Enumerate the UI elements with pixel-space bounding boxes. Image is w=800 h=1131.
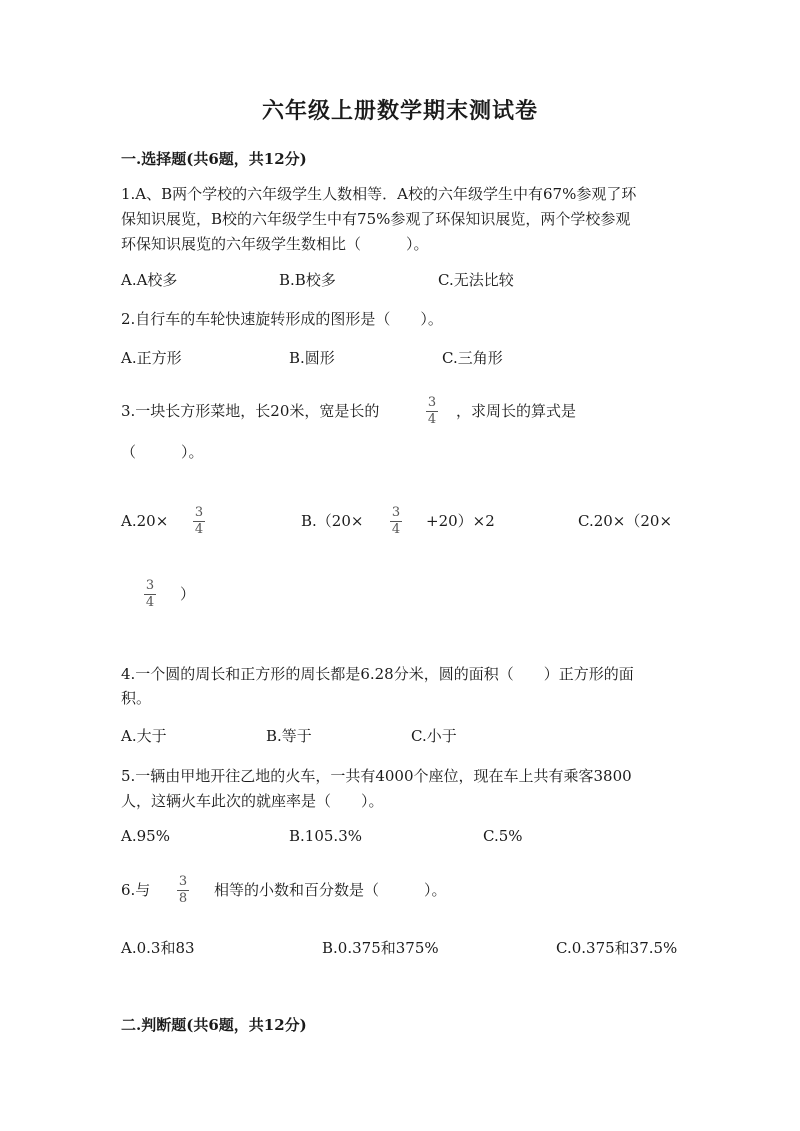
q6-text-post: 相等的小数和百分数是（ ）。 [214,881,447,899]
q6-option-a[interactable]: A.0.3和83 [121,939,195,957]
q3-text-post: ，求周长的算式是 [456,402,577,420]
section-1-heading: 一.选择题(共6题，共12分) [121,150,307,168]
q4-text-line-2: 积。 [121,689,152,707]
q6-fraction [176,875,190,906]
q3-option-a[interactable]: A.20× [121,512,169,530]
q2-text: 2.自行车的车轮快速旋转形成的图形是（ ）。 [121,310,443,328]
fraction-denominator: 4 [391,522,401,537]
q1-option-b[interactable]: B.B校多 [279,271,336,289]
q6-text-pre: 6.与 [121,881,151,899]
q3-option-b-pre[interactable]: B.（20× [301,512,364,530]
q3-option-c-close: ） [180,585,196,603]
q5-option-a[interactable]: A.95% [121,827,170,845]
q5-text-line-1: 5.一辆由甲地开往乙地的火车，一共有4000个座位，现在车上共有乘客3800 [121,767,632,785]
q3-text-line-2: （ ）。 [121,443,204,461]
q4-option-b[interactable]: B.等于 [266,727,312,745]
q3-option-a-fraction [192,506,206,537]
q6-fraction-numerator: 3 [178,874,188,889]
q2-option-b[interactable]: B.圆形 [289,349,335,367]
q6-option-b[interactable]: B.0.375和375% [322,939,439,957]
q1-text-line-1: 1.A、B两个学校的六年级学生人数相等．A校的六年级学生中有67%参观了环 [121,185,637,203]
q5-text-line-2: 人，这辆火车此次的就座率是（ ）。 [121,792,384,810]
fraction-denominator: 4 [194,522,204,537]
fraction-numerator: 3 [145,578,155,593]
q6-fraction-denominator: 8 [178,891,188,906]
q4-option-c[interactable]: C.小于 [411,727,457,745]
q3-text-pre: 3.一块长方形菜地，长20米，宽是长的 [121,402,380,420]
q3-option-b-fraction [389,506,403,537]
q1-text-line-2: 保知识展览，B校的六年级学生中有75%参观了环保知识展览，两个学校参观 [121,210,631,228]
q2-option-c[interactable]: C.三角形 [442,349,503,367]
fraction-denominator: 4 [145,595,155,610]
q6-option-c[interactable]: C.0.375和37.5% [556,939,678,957]
q5-option-b[interactable]: B.105.3% [289,827,362,845]
q3-option-b-post[interactable]: +20）×2 [426,512,495,530]
fraction-numerator: 3 [391,505,401,520]
fraction-numerator: 3 [194,505,204,520]
q3-option-c[interactable]: C.20×（20× [578,512,673,530]
q2-option-a[interactable]: A.正方形 [121,349,182,367]
q4-text-line-1: 4.一个圆的周长和正方形的周长都是6.28分米，圆的面积（ ）正方形的面 [121,665,634,683]
q5-option-c[interactable]: C.5% [483,827,523,845]
q4-option-a[interactable]: A.大于 [121,727,167,745]
q3-option-c-fraction [143,579,157,610]
q1-option-a[interactable]: A.A校多 [121,271,178,289]
q1-option-c[interactable]: C.无法比较 [438,271,514,289]
page-title: 六年级上册数学期末测试卷 [261,98,538,124]
q1-text-line-3: 环保知识展览的六年级学生数相比（ ）。 [121,235,429,253]
q3-fraction-denominator: 4 [427,412,437,427]
q3-fraction [425,396,439,427]
q3-fraction-numerator: 3 [427,395,437,410]
section-2-heading: 二.判断题(共6题，共12分) [121,1016,307,1034]
